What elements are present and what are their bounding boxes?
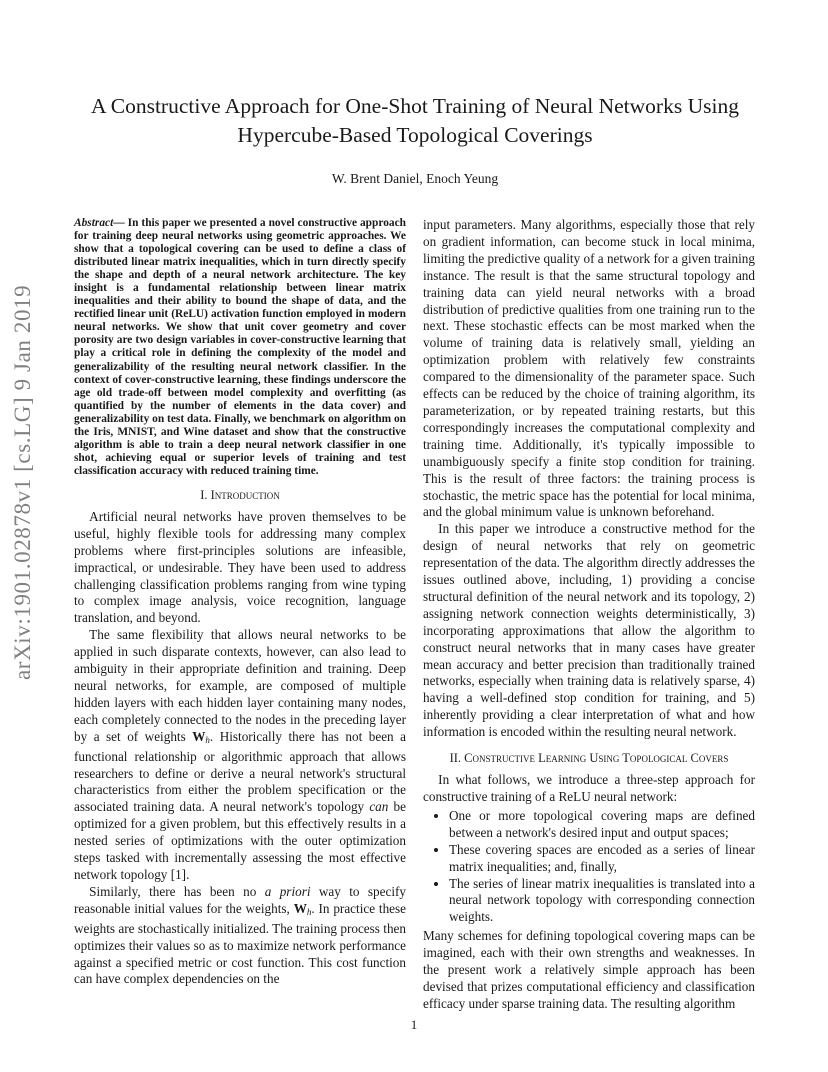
intro-paragraph-2	[74, 627, 406, 884]
intro-p2-text-c: be optimized for a given problem, but this effectively results in a nested series of optimizations with the outer optimization steps tasked with incrementally assessing the most effective network topology [1].	[74, 799, 406, 882]
left-column	[74, 217, 406, 988]
weights-symbol-2	[294, 901, 312, 916]
intro-p3-text-b: way to specify reasonable initial values for the weights,	[74, 883, 407, 916]
weights-symbol	[192, 729, 210, 744]
list-item: • The series of linear matrix inequalities is translated into a neural network topology with corresponding connection weights.	[449, 876, 755, 927]
author-list: W. Brent Daniel, Enoch Yeung	[331, 171, 499, 186]
intro-p2-text-a: The same flexibility that allows neural networks to be applied in such disparate contexts, however, can also lead to ambiguity in their appropriate definition and training. Deep neural networks, for example, are composed of multiple hidden layers with each hidden layer containing many nodes, each completely connected to the nodes in the preceding layer by a set of weights	[74, 627, 406, 744]
paper-title: A Constructive Approach for One-Shot Training of Neural Networks Using Hypercube-Based Topological Coverings	[91, 94, 739, 147]
weights-symbol-main-2: W	[293, 900, 307, 916]
intro-p3-text-a: Similarly, there has been no	[89, 883, 265, 899]
weights-symbol-main: W	[192, 728, 206, 744]
weights-symbol-sub-2: h	[306, 906, 312, 917]
intro-p3-emphasis: a priori	[264, 883, 311, 899]
weights-symbol-sub: h	[205, 734, 210, 745]
section2-intro: In what follows, we introduce a three-step approach for constructive training of a ReLU neural network:	[423, 772, 755, 804]
arxiv-identifier: arXiv:1901.02878v1 [cs.LG] 9 Jan 2019	[10, 284, 35, 680]
section2-paragraph-2: Many schemes for defining topological covering maps can be imagined, each with their own strengths and weaknesses. In the present work a relatively simple approach has been devised that prizes computational efficiency and classification efficacy under sparse training data. The resulting algorithm	[423, 928, 755, 1011]
intro-p3-text-c: . In practice these weights are stochastically initialized. The training process then optimizes their values so as to maximize network performance against a specified metric or cost function. This cost function can have complex dependencies on the	[74, 900, 406, 987]
bullet-list	[423, 808, 755, 926]
abstract-dash: —	[113, 217, 128, 229]
intro-p2-emphasis: can	[369, 799, 389, 815]
right-paragraph-2: In this paper we introduce a constructive method for the design of neural networks that rely on geometric representation of the data. The algorithm directly addresses the issues outlined above, including, 1) providing a concise structural definition of the neural network and its topology, 2) assigning network connection weights deterministically, 3) incorporating approximations that allow the algorithm to construct neural networks that in many cases have greater mean accuracy and better precision than traditionally trained networks, especially when training data is relatively sparse, 4) having a well-defined stop condition for training, and 5) inherently providing a clear interpretation of what and how information is encoded within the resulting neural network.	[423, 521, 755, 740]
intro-p2-text-b: . Historically there has not been a functional relationship or algorithmic approach that allows researchers to define or derive a neural network's structural characteristics from either the problem specification or the associated training data. A neural network's topology	[74, 728, 407, 815]
right-column	[423, 217, 755, 1013]
section-heading-introduction: I. Introduction	[200, 487, 280, 502]
section-heading-constructive-learning: II. Constructive Learning Using Topological Covers	[449, 751, 729, 766]
right-paragraph-1: input parameters. Many algorithms, especially those that rely on gradient information, can become stuck in local minima, limiting the predictive quality of a network for a given training instance. The result is that the same structural topology and training data can yield neural networks with a broad distribution of predictive qualities from one training run to the next. These stochastic effects can be most marked when the volume of training data is relatively small, yielding an optimization problem with relatively few constraints compared to the dimensionality of the parameter space. Such effects can be reduced by the choice of training algorithm, its parameterization, or by repeated training restarts, but this correspondingly increases the computational complexity and training time. Additionally, it's typically impossible to unambiguously specify a finite stop condition for training. This is the result of three factors: the training process is stochastic, the metric space has the potential for local minima, and the global minimum value is unknown beforehand.	[423, 217, 755, 520]
list-item: • One or more topological covering maps are defined between a network's desired input and output spaces;	[449, 808, 755, 842]
abstract-label: Abstract	[74, 217, 114, 229]
page-number: 1	[410, 1017, 418, 1032]
intro-paragraph-1: Artificial neural networks have proven themselves to be useful, highly flexible tools for addressing many complex problems where first-principles solutions are infeasible, impractical, or undesirable. They have been used to address challenging classification problems ranging from wine typing to complex image analysis, voice recognition, language translation, and beyond.	[74, 508, 406, 626]
list-item: • These covering spaces are encoded as a series of linear matrix inequalities; and, finally,	[449, 842, 755, 876]
intro-paragraph-3	[74, 884, 406, 988]
abstract-text: In this paper we presented a novel constructive approach for training deep neural networks using geometric approaches. We show that a topological covering can be used to define a class of distributed linear matrix inequalities, which in turn directly specify the shape and depth of a neural network architecture. The key insight is a fundamental relationship between linear matrix inequalities and their ability to bound the shape of data, and the rectified linear unit (ReLU) activation function employed in modern neural networks. We show that unit cover geometry and cover porosity are two design variables in cover-constructive learning that play a critical role in defining the complexity of the model and generalizability of the resulting neural network classifier. In the context of cover-constructive learning, these findings underscore the age old trade-off between model complexity and overfitting (as quantified by the number of elements in the data cover) and generalizability on test data. Finally, we benchmark on algorithm on the Iris, MNIST, and Wine dataset and show that the constructive algorithm is able to train a deep neural network classifier in one shot, achieving equal or superior levels of training and test classification accuracy with reduced training time.	[74, 217, 406, 477]
abstract	[74, 217, 406, 478]
